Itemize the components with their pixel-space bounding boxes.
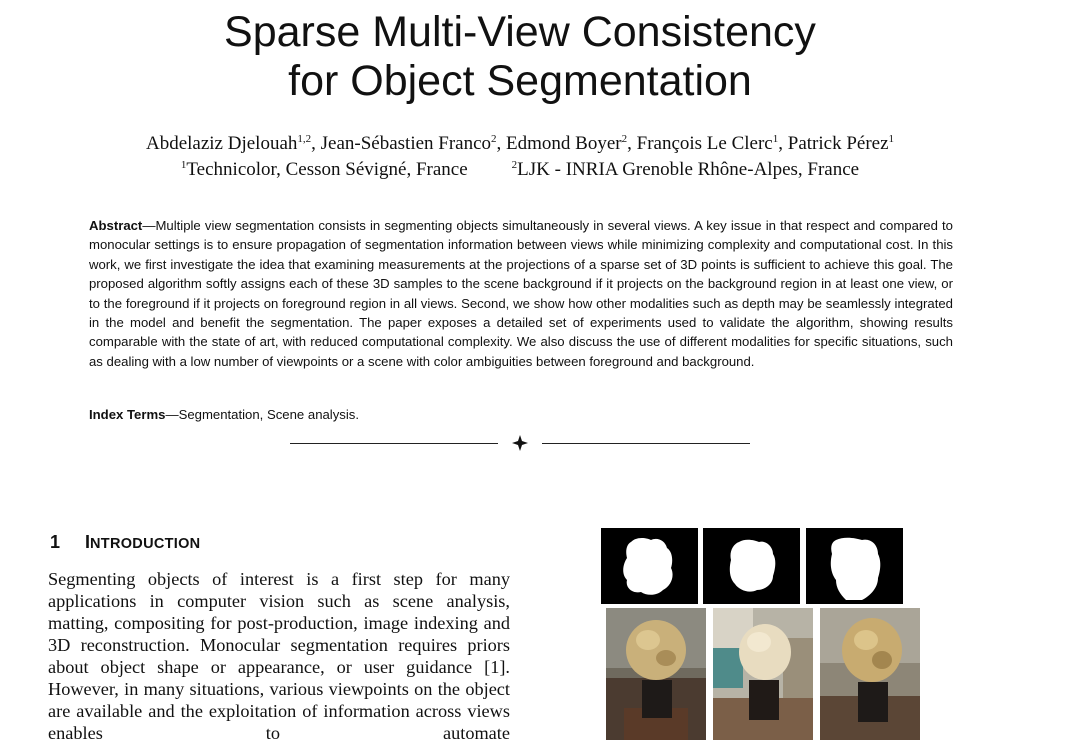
title-line-1: Sparse Multi-View Consistency (224, 8, 816, 56)
figure-mask-image (703, 528, 800, 604)
index-terms-label: Index Terms (89, 407, 166, 422)
abstract-text: —Multiple view segmentation consists in segmenting objects simultaneously in several views. A key issue in that respect and compared to monocular settings is to ensure propagation of segmentation information between views while minimizing complexity and computational cost. In this work, we first investigate the idea that examining measurements at the projections of a sparse set of 3D points is sufficient to achieve this goal. The proposed algorithm softly assigns each of these 3D samples to the scene background if it projects on the background region in at least one view, or to the foreground if it projects on foreground region in all views. Second, we show how other modalities such as depth may be seamlessly integrated in the model and benefit the segmentation. The paper exposes a detailed set of experiments used to validate the algorithm, showing results comparable with the state of art, with reduced computational complexity. We also discuss the use of different modalities for specific situations, such as dealing with a low number of viewpoints or a scene with color ambiguities between foreground and background. (89, 218, 953, 369)
figure-photo-image (820, 608, 920, 740)
figure-mask-image (601, 528, 698, 604)
paper-title (0, 8, 1040, 106)
figure-photo-image (606, 608, 706, 740)
affiliation: $^1$Technicolor, Cesson Sévigné, France (180, 159, 468, 180)
author: Patrick Pérez$^1$ (787, 133, 895, 154)
divider-line-left (290, 443, 498, 444)
section-number: 1 (50, 532, 61, 552)
diamond-ornament-icon (511, 434, 529, 452)
section-title-initial: I (85, 532, 91, 552)
figure-photo-image (713, 608, 813, 740)
author-list (0, 131, 1040, 156)
author: Abdelaziz Djelouah$^{1,2}$, (145, 133, 321, 154)
figure-mask-image (806, 528, 903, 604)
index-terms (89, 405, 953, 424)
author: Jean-Sébastien Franco$^2$, (320, 133, 507, 154)
index-terms-text: —Segmentation, Scene analysis. (165, 407, 360, 422)
author: François Le Clerc$^1$, (636, 133, 788, 154)
intro-paragraph: Segmenting objects of interest is a first step for many applications in computer vision such as scene analysis, matting, compositing for post-production, image indexing and 3D reconstruction. Monocular segmentation requires priors about object shape or appearance, or user guidance [1]. However, in many situations, various viewpoints on the object are available and the exploitation of information across views enables to automate (48, 569, 510, 743)
abstract-label: Abstract (89, 218, 143, 233)
section-title-rest: NTRODUCTION (90, 536, 201, 552)
affiliation: $^2$LJK - INRIA Grenoble Rhône-Alpes, France (511, 159, 860, 180)
divider-line-right (542, 443, 750, 444)
title-line-2: for Object Segmentation (288, 57, 752, 105)
section-heading (50, 530, 200, 556)
affiliation-list (0, 157, 1040, 182)
author: Edmond Boyer$^2$, (506, 133, 637, 154)
abstract (89, 216, 953, 371)
